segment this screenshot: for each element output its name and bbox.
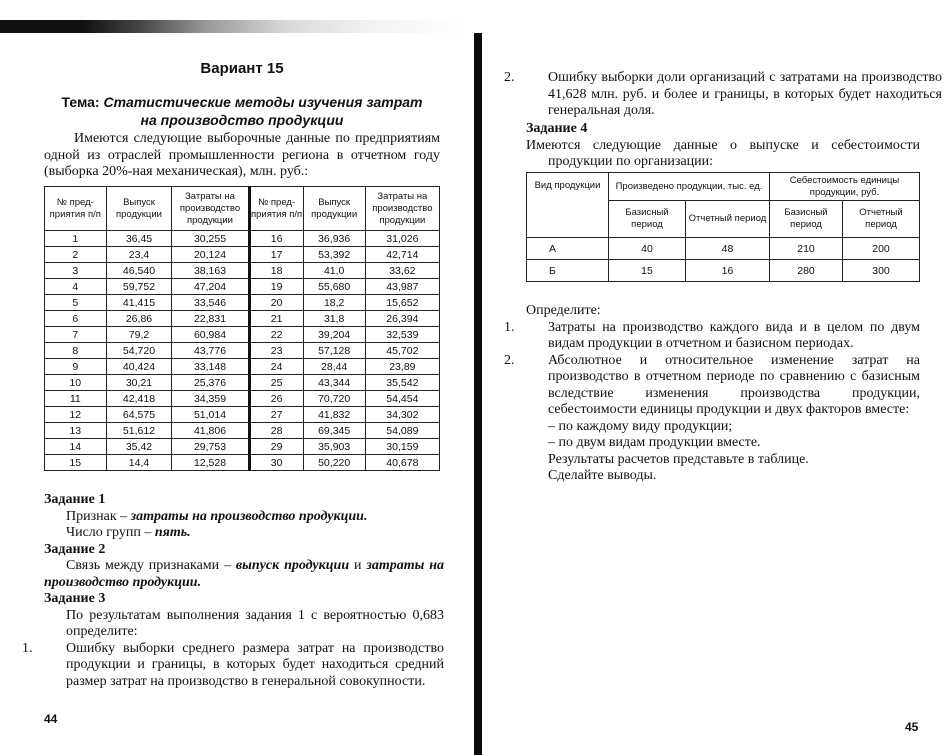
task4-item2-num: 2.	[504, 352, 515, 368]
cell: 47,204	[172, 279, 249, 295]
task4-heading: Задание 4	[526, 121, 588, 136]
task3-item2	[504, 70, 942, 120]
cell: 7	[45, 327, 107, 343]
table-row	[45, 455, 440, 471]
task1-line1-emph: затраты на производство продукции.	[130, 508, 368, 524]
task3-heading: Задание 3	[44, 591, 106, 606]
col-header-product-type: Вид продукции	[527, 173, 609, 238]
task3-item2-num: 2.	[504, 70, 515, 85]
col-header-num-2: № пред-приятия п/п	[249, 187, 303, 231]
cell: 22,831	[172, 311, 249, 327]
cell: Б	[527, 260, 609, 282]
cell: 210	[770, 238, 843, 260]
cell: 54,720	[106, 343, 172, 359]
cell: 26	[249, 391, 303, 407]
cell: 30,255	[172, 231, 249, 247]
table-row	[45, 343, 440, 359]
task2-heading: Задание 2	[44, 541, 106, 557]
cell: 26,86	[106, 311, 172, 327]
cell: 1	[45, 231, 107, 247]
table-row	[45, 359, 440, 375]
task2-emph2: затраты на производство продукции.	[44, 558, 444, 590]
cell: 70,720	[303, 391, 365, 407]
cell: 35,542	[365, 375, 439, 391]
cell: 14	[45, 439, 107, 455]
cell: 43,776	[172, 343, 249, 359]
table-row	[45, 295, 440, 311]
task4-item1	[504, 319, 920, 353]
cell: 35,903	[303, 439, 365, 455]
cell: 30	[249, 455, 303, 471]
cell: 34,302	[365, 407, 439, 423]
tasks-left	[22, 492, 444, 690]
cell: 6	[45, 311, 107, 327]
task3-item1	[22, 640, 444, 691]
cell: 23,4	[106, 247, 172, 263]
task4-questions	[504, 303, 920, 485]
task2-mid: и	[349, 558, 367, 573]
task4-item2	[504, 352, 920, 419]
cell: 51,014	[172, 407, 249, 423]
cell: 29,753	[172, 439, 249, 455]
cell: 27	[249, 407, 303, 423]
task4-item2-text: Абсолютное и относительное изменение затрат на производство в отчетном периоде по сравнению с базисным вследствие изменения производства продукции, себестоимости единицы продукции и двух факторов вместе:	[548, 352, 920, 417]
cell: 23,89	[365, 359, 439, 375]
cell: 48	[686, 238, 770, 260]
cell: 15	[609, 260, 686, 282]
task4-item1-text: Затраты на производство каждого вида и в целом по двум видам продукции в отчетном и базисном периодах.	[548, 319, 920, 351]
cell: 280	[770, 260, 843, 282]
sub-header-report-2: Отчетный период	[843, 201, 920, 238]
cell: 8	[45, 343, 107, 359]
cell: 41,415	[106, 295, 172, 311]
cell: 31,8	[303, 311, 365, 327]
enterprise-data-table	[44, 186, 440, 471]
sub-item-both: – по двум видам продукции вместе.	[548, 435, 761, 450]
cell: 42,418	[106, 391, 172, 407]
table-row	[45, 407, 440, 423]
cell: 34,359	[172, 391, 249, 407]
cell: 36,45	[106, 231, 172, 247]
cell: 42,714	[365, 247, 439, 263]
task1-line2-prefix: Число групп –	[66, 525, 155, 540]
cell: 33,546	[172, 295, 249, 311]
task2-emph1: выпуск продукции	[235, 558, 350, 573]
cell: 12	[45, 407, 107, 423]
cell: 21	[249, 311, 303, 327]
theme-line2: на производство продукции	[140, 112, 344, 128]
cell: 40,678	[365, 455, 439, 471]
cell: 16	[686, 260, 770, 282]
cell: 69,345	[303, 423, 365, 439]
cell: 200	[843, 238, 920, 260]
cell: 18,2	[303, 295, 365, 311]
intro-paragraph: Имеются следующие выборочные данные по предприятиям одной из отраслей промышленности региона в отчетном году (выборка 20%-ная механическая), млн. руб.:	[44, 131, 440, 179]
cell: 4	[45, 279, 107, 295]
table-row	[45, 263, 440, 279]
cell: 60,984	[172, 327, 249, 343]
theme-heading	[44, 93, 440, 129]
task3-item1-num: 1.	[22, 640, 33, 656]
cell: 51,612	[106, 423, 172, 439]
col-header-costs: Затраты на производство продукции	[172, 187, 249, 231]
task1-line2	[44, 525, 444, 542]
sub-header-base-1: Базисный период	[609, 201, 686, 238]
table-row	[45, 327, 440, 343]
page-number-right: 45	[905, 720, 919, 734]
task4-item1-num: 1.	[504, 319, 515, 335]
determine-label: Определите:	[526, 303, 601, 318]
col-header-num: № пред-приятия п/п	[45, 187, 107, 231]
task2-text	[44, 558, 444, 591]
task1-line2-emph: пять.	[154, 525, 191, 540]
scan-shadow-bar	[0, 20, 460, 33]
cell: А	[527, 238, 609, 260]
task1-heading: Задание 1	[44, 492, 106, 507]
cell: 38,163	[172, 263, 249, 279]
cell: 28	[249, 423, 303, 439]
cell: 11	[45, 391, 107, 407]
cell: 41,832	[303, 407, 365, 423]
cell: 5	[45, 295, 107, 311]
table-row	[45, 375, 440, 391]
cell: 26,394	[365, 311, 439, 327]
cell: 55,680	[303, 279, 365, 295]
cell: 35,42	[106, 439, 172, 455]
cell: 18	[249, 263, 303, 279]
task1-line1-prefix: Признак –	[66, 508, 131, 524]
cell: 30,159	[365, 439, 439, 455]
cell: 16	[249, 231, 303, 247]
cell: 33,148	[172, 359, 249, 375]
page-number-left: 44	[44, 712, 58, 726]
cell: 19	[249, 279, 303, 295]
col-header-output: Выпуск продукции	[106, 187, 172, 231]
task4-intro: Имеются следующие данные о выпуске и себестоимости продукции по организации:	[526, 137, 920, 169]
cell: 43,987	[365, 279, 439, 295]
cell: 25	[249, 375, 303, 391]
cell: 22	[249, 327, 303, 343]
cell: 15,652	[365, 295, 439, 311]
cell: 50,220	[303, 455, 365, 471]
cell: 9	[45, 359, 107, 375]
cell: 32,539	[365, 327, 439, 343]
task4-block	[526, 121, 920, 171]
results-instruction: Результаты расчетов представьте в таблице.	[548, 451, 809, 467]
cell: 64,575	[106, 407, 172, 423]
sub-header-base-2: Базисный период	[770, 201, 843, 238]
cell: 25,376	[172, 375, 249, 391]
col-group-unit-cost: Себестоимость единицы продукции, руб.	[770, 173, 920, 201]
cell: 41,0	[303, 263, 365, 279]
cell: 17	[249, 247, 303, 263]
task3-item2-text: Ошибку выборки доли организаций с затратами на производство 41,628 млн. руб. и более и границы, в которых будет находиться генеральная доля.	[548, 70, 942, 118]
task2-prefix: Связь между признаками –	[66, 558, 236, 573]
task1-line1	[44, 509, 444, 526]
sub-item-each: – по каждому виду продукции;	[548, 418, 733, 434]
cell: 40	[609, 238, 686, 260]
production-cost-table	[526, 172, 920, 282]
cell: 36,936	[303, 231, 365, 247]
table-row	[45, 439, 440, 455]
cell: 31,026	[365, 231, 439, 247]
theme-label: Тема:	[61, 94, 100, 110]
cell: 12,528	[172, 455, 249, 471]
table2-header-row	[527, 173, 920, 201]
cell: 14,4	[106, 455, 172, 471]
cell: 29	[249, 439, 303, 455]
table-row	[527, 260, 920, 282]
col-header-output-2: Выпуск продукции	[303, 187, 365, 231]
sub-header-report-1: Отчетный период	[686, 201, 770, 238]
cell: 13	[45, 423, 107, 439]
task3-item1-text: Ошибку выборки среднего размера затрат на производство продукции и границы, в которых будет находиться средний размер затрат на производство в генеральной совокупности.	[66, 640, 444, 689]
cell: 46,540	[106, 263, 172, 279]
table-row	[45, 247, 440, 263]
cell: 2	[45, 247, 107, 263]
col-group-produced: Произведено продукции, тыс. ед.	[609, 173, 770, 201]
table-row	[45, 279, 440, 295]
cell: 28,44	[303, 359, 365, 375]
cell: 10	[45, 375, 107, 391]
cell: 3	[45, 263, 107, 279]
variant-title: Вариант 15	[200, 60, 284, 77]
col-header-costs-2: Затраты на производство продукции	[365, 187, 439, 231]
conclusions-instruction: Сделайте выводы.	[548, 468, 657, 483]
theme-line1: Статистические методы изучения затрат	[103, 94, 423, 110]
cell: 33,62	[365, 263, 439, 279]
cell: 43,344	[303, 375, 365, 391]
table-row	[45, 311, 440, 327]
cell: 53,392	[303, 247, 365, 263]
table-row	[45, 231, 440, 247]
table-row	[45, 391, 440, 407]
table-header-row	[45, 187, 440, 231]
cell: 39,204	[303, 327, 365, 343]
cell: 300	[843, 260, 920, 282]
cell: 54,454	[365, 391, 439, 407]
cell: 20,124	[172, 247, 249, 263]
cell: 45,702	[365, 343, 439, 359]
cell: 57,128	[303, 343, 365, 359]
book-spine	[474, 33, 482, 755]
table-row	[527, 238, 920, 260]
cell: 15	[45, 455, 107, 471]
table-row	[45, 423, 440, 439]
cell: 24	[249, 359, 303, 375]
task3-intro: По результатам выполнения задания 1 с вероятностью 0,683 определите:	[66, 607, 444, 639]
cell: 59,752	[106, 279, 172, 295]
cell: 20	[249, 295, 303, 311]
cell: 30,21	[106, 375, 172, 391]
cell: 54,089	[365, 423, 439, 439]
cell: 79,2	[106, 327, 172, 343]
cell: 41,806	[172, 423, 249, 439]
cell: 23	[249, 343, 303, 359]
cell: 40,424	[106, 359, 172, 375]
